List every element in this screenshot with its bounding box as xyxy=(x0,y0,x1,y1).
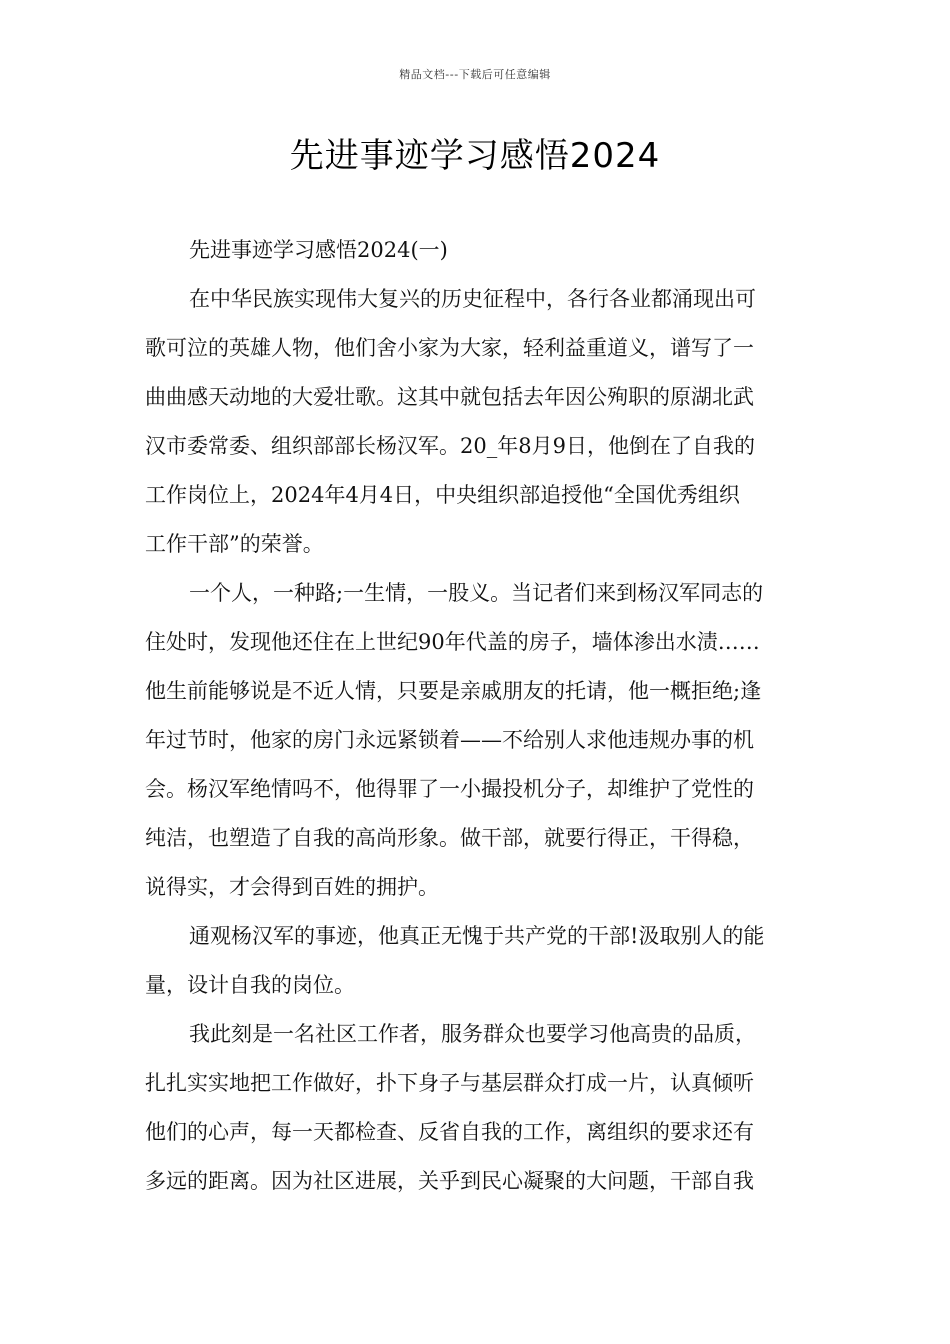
paragraph-line: 住处时，发现他还住在上世纪90年代盖的房子，墙体渗出水渍…… xyxy=(145,630,760,654)
paragraph-line: 他生前能够说是不近人情，只要是亲戚朋友的托请，他一概拒绝;逢 xyxy=(145,679,762,703)
paragraph-1 xyxy=(145,275,807,569)
paragraph-3 xyxy=(145,912,807,1010)
paragraph-line: 一个人，一种路;一生情，一股义。当记者们来到杨汉军同志的 xyxy=(189,581,764,605)
paragraph-line: 他们的心声，每一天都检查、反省自我的工作，离组织的要求还有 xyxy=(145,1120,754,1144)
paragraph-line: 会。杨汉军绝情吗不，他得罪了一小撮投机分子，却维护了党性的 xyxy=(145,777,754,801)
paragraph-line: 工作岗位上，2024年4月4日，中央组织部追授他“全国优秀组织 xyxy=(145,483,740,507)
paragraph-4 xyxy=(145,1010,807,1206)
paragraph-line: 工作干部”的荣誉。 xyxy=(145,532,324,556)
document-body xyxy=(145,226,807,1206)
section-subtitle: 先进事迹学习感悟2024(一) xyxy=(189,238,448,262)
paragraph-line: 歌可泣的英雄人物，他们舍小家为大家，轻利益重道义，谱写了一 xyxy=(145,336,754,360)
paragraph-line: 我此刻是一名社区工作者，服务群众也要学习他高贵的品质， xyxy=(189,1022,756,1046)
paragraph-line: 曲曲感天动地的大爱壮歌。这其中就包括去年因公殉职的原湖北武 xyxy=(145,385,754,409)
paragraph-line: 量，设计自我的岗位。 xyxy=(145,973,355,997)
paragraph-line: 通观杨汉军的事迹，他真正无愧于共产党的干部!汲取别人的能 xyxy=(189,924,765,948)
paragraph-line: 汉市委常委、组织部部长杨汉军。20_年8月9日，他倒在了自我的 xyxy=(145,434,755,458)
paragraph-line: 说得实，才会得到百姓的拥护。 xyxy=(145,875,439,899)
header-note: 精品文档---下载后可任意编辑 xyxy=(399,68,551,81)
paragraph-2 xyxy=(145,569,807,912)
paragraph-line: 纯洁，也塑造了自我的高尚形象。做干部，就要行得正，干得稳， xyxy=(145,826,754,850)
document-title: 先进事迹学习感悟2024 xyxy=(289,136,661,176)
paragraph-line: 年过节时，他家的房门永远紧锁着——不给别人求他违规办事的机 xyxy=(145,728,754,752)
paragraph-line: 多远的距离。因为社区进展，关乎到民心凝聚的大问题，干部自我 xyxy=(145,1169,754,1193)
paragraph-line: 在中华民族实现伟大复兴的历史征程中，各行各业都涌现出可 xyxy=(189,287,756,311)
paragraph-line: 扎扎实实地把工作做好，扑下身子与基层群众打成一片，认真倾听 xyxy=(145,1071,754,1095)
